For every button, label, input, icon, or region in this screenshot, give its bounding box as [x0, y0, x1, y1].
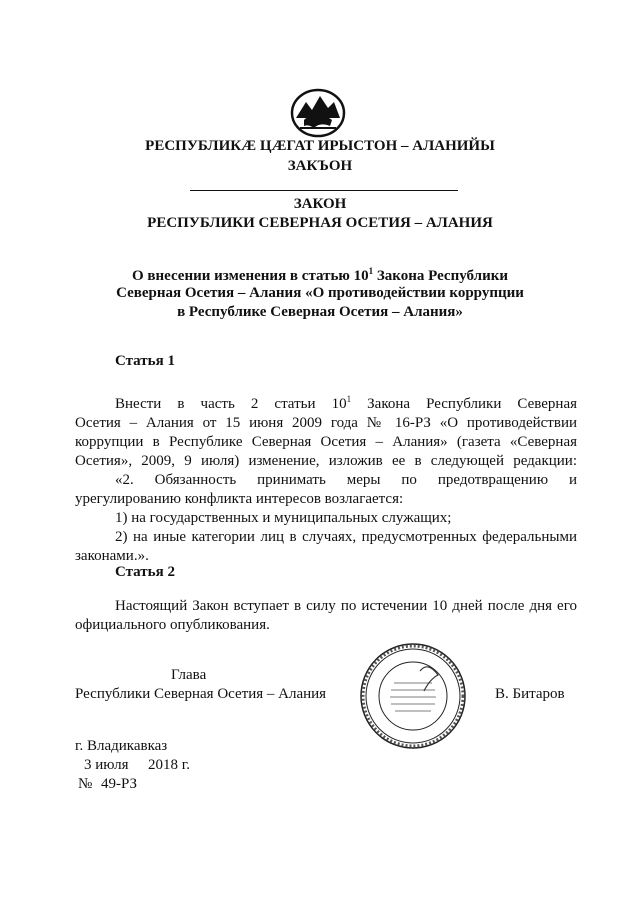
law-word-ossetian: ЗАКЪОН	[287, 158, 353, 174]
law-title-line-3: в Республике Северная Осетия – Алания»	[177, 304, 463, 320]
article-1-paragraph-line: «2. Обязанность принимать меры по предотвращению и	[115, 472, 577, 488]
article-2-paragraph-line: Настоящий Закон вступает в силу по истечении 10 дней после дня его	[115, 598, 577, 614]
republic-name-ossetian: РЕСПУБЛИКӔ ЦӔГАТ ИРЫСТОН – АЛАНИЙЫ	[145, 138, 495, 154]
official-stamp	[358, 641, 468, 751]
header-divider	[190, 190, 458, 191]
law-title-text: Закона Республики	[373, 268, 509, 284]
signatory-name: В. Битаров	[495, 686, 565, 702]
signatory-position-line-2: Республики Северная Осетия – Алания	[75, 686, 327, 702]
law-title-line-2: Северная Осетия – Алания «О противодействии коррупции	[116, 285, 524, 301]
article-1-paragraph-line: Осетия – Алания от 15 июня 2009 года № 16-РЗ «О противодействии	[75, 415, 577, 431]
footer-date-year: 2018 г.	[148, 757, 190, 773]
footer-date-day-month: 3 июля	[84, 757, 129, 773]
article-1-paragraph-line	[75, 390, 577, 414]
law-title-text: О внесении изменения в статью 10	[131, 268, 369, 284]
footer-city: г. Владикавказ	[75, 738, 168, 754]
republic-name-russian: РЕСПУБЛИКИ СЕВЕРНАЯ ОСЕТИЯ – АЛАНИЯ	[147, 215, 493, 231]
law-title-superscript: 1	[368, 266, 374, 276]
law-title-line-1	[0, 266, 640, 285]
article-2-heading: Статья 2	[115, 564, 175, 580]
footer-number-sign: №	[78, 776, 93, 792]
superscript: 1	[346, 394, 352, 404]
article-1-paragraph-line: коррупции в Республике Северная Осетия – Алания» (газета «Северная	[75, 434, 577, 450]
footer-number: 49-РЗ	[101, 776, 138, 792]
article-1-paragraph-line: Осетия», 2009, 9 июля) изменение, изложив ее в следующей редакции:	[75, 453, 577, 469]
article-1-item-2-line: 2) на иные категории лиц в случаях, предусмотренных федеральными	[115, 529, 577, 545]
coat-of-arms-emblem	[290, 88, 346, 138]
article-1-item-1: 1) на государственных и муниципальных служащих;	[115, 510, 452, 526]
article-1-body	[75, 390, 577, 566]
article-2-paragraph-line: официального опубликования.	[75, 617, 270, 633]
text-span: Закона Республики Северная	[351, 396, 577, 412]
signatory-position-line-1: Глава	[171, 667, 207, 683]
article-1-item-2-line: законами.».	[75, 548, 149, 564]
article-1-heading: Статья 1	[115, 353, 175, 369]
article-1-paragraph-line: урегулированию конфликта интересов возлагается:	[75, 491, 404, 507]
law-word-russian: ЗАКОН	[293, 196, 347, 212]
text-span: Внести в часть 2 статьи 10	[115, 396, 347, 412]
article-2-body	[75, 597, 577, 635]
